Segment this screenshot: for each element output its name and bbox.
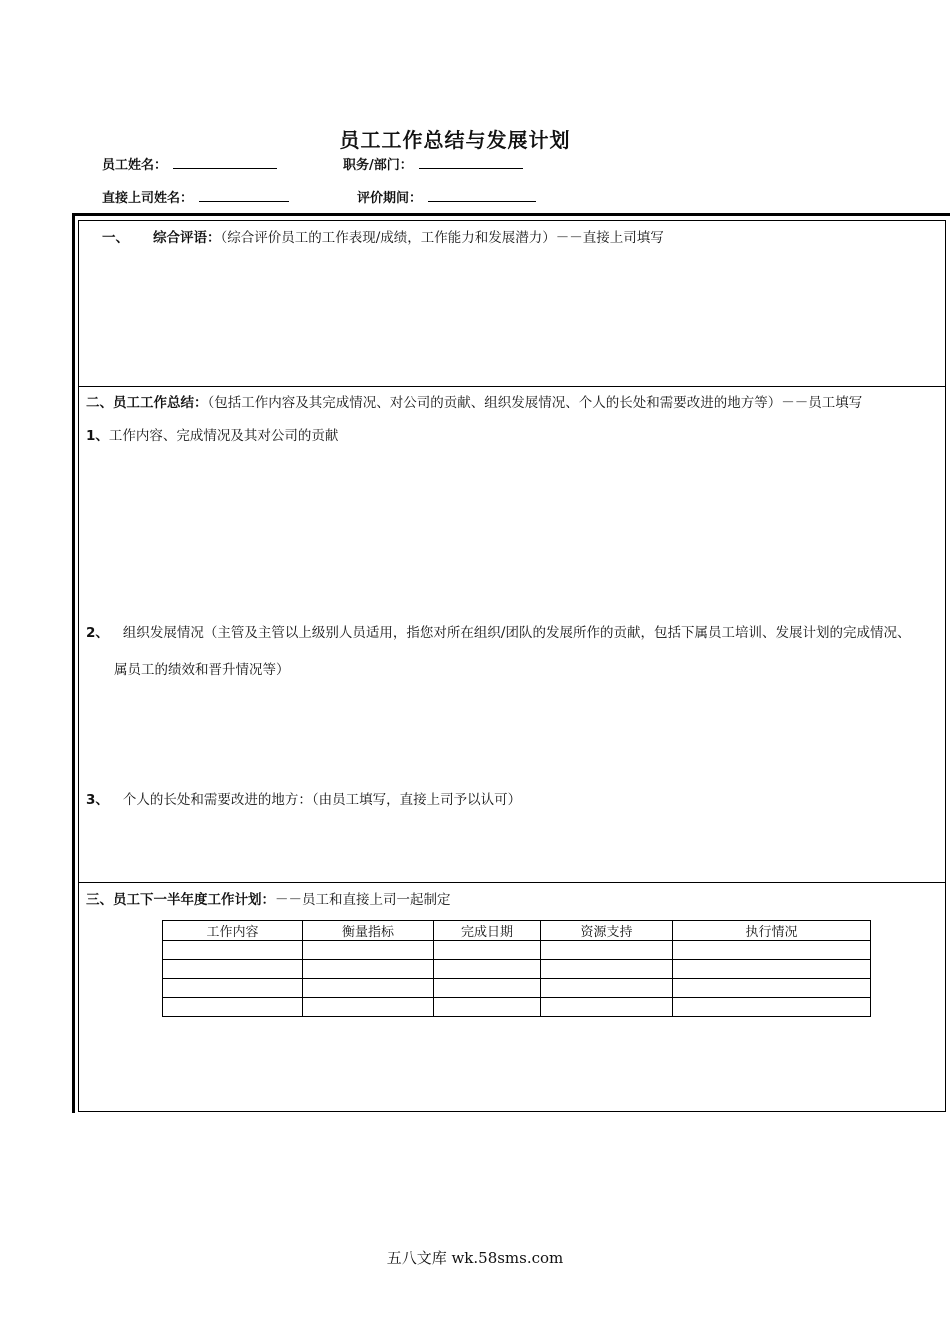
employee-name-input[interactable] (173, 156, 277, 169)
table-cell[interactable] (303, 979, 434, 998)
section1-divider (78, 386, 946, 387)
page-title: 员工工作总结与发展计划 (339, 128, 571, 152)
table-cell[interactable] (541, 960, 673, 979)
column-header-metrics: 衡量指标 (303, 921, 434, 941)
table-row (163, 941, 871, 960)
table-cell[interactable] (673, 998, 871, 1017)
table-cell[interactable] (434, 998, 541, 1017)
section1-note: （综合评价员工的工作表现/成绩，工作能力和发展潜力）－－直接上司填写 (220, 230, 664, 246)
item3-number: 3、 (86, 792, 109, 808)
item2-text-line1: 组织发展情况（主管及主管以上级别人员适用，指您对所在组织/团队的发展所作的贡献，包括下属员工培训、发展计划的完成情况、 (122, 625, 911, 641)
table-cell[interactable] (163, 998, 303, 1017)
footer-watermark: 五八文库 wk.58sms.com (386, 1249, 564, 1267)
table-cell[interactable] (163, 979, 303, 998)
period-field (357, 187, 536, 206)
section2-note: （包括工作内容及其完成情况、对公司的贡献、组织发展情况、个人的长处和需要改进的地方等）－－员工填写 (207, 395, 863, 411)
table-cell[interactable] (434, 979, 541, 998)
section3-heading: 三、员工下一半年度工作计划： (86, 892, 275, 908)
table-cell[interactable] (673, 941, 871, 960)
table-cell[interactable] (541, 979, 673, 998)
table-cell[interactable] (434, 960, 541, 979)
table-cell[interactable] (303, 941, 434, 960)
table-cell[interactable] (303, 960, 434, 979)
section2-item1 (86, 424, 338, 444)
table-row (163, 979, 871, 998)
section1-input-area[interactable] (86, 248, 936, 380)
table-cell[interactable] (541, 998, 673, 1017)
section3-header (86, 888, 451, 908)
table-cell[interactable] (163, 960, 303, 979)
item2-text-line2: 属员工的绩效和晋升情况等） (114, 662, 290, 678)
item1-input-area[interactable] (86, 446, 936, 606)
position-input[interactable] (419, 156, 523, 169)
table-cell[interactable] (303, 998, 434, 1017)
table-cell[interactable] (673, 960, 871, 979)
table-cell[interactable] (541, 941, 673, 960)
section2-item3 (86, 788, 521, 808)
section1-header (102, 226, 664, 246)
position-field (343, 154, 523, 173)
section3-note: －－员工和直接上司一起制定 (275, 892, 451, 908)
work-plan-table (162, 920, 871, 1017)
column-header-execution-status: 执行情况 (673, 921, 871, 941)
supervisor-name-label: 直接上司姓名： (102, 191, 194, 206)
position-label: 职务/部门： (343, 158, 413, 173)
item1-number: 1、 (86, 428, 109, 444)
column-header-completion-date: 完成日期 (434, 921, 541, 941)
table-row (163, 960, 871, 979)
period-label: 评价期间： (357, 191, 423, 206)
column-header-resource-support: 资源支持 (541, 921, 673, 941)
section2-header (86, 391, 862, 411)
table-cell[interactable] (673, 979, 871, 998)
table-header-row (163, 921, 871, 941)
table-cell[interactable] (163, 941, 303, 960)
section2-item2 (86, 621, 910, 641)
column-header-work-content: 工作内容 (163, 921, 303, 941)
supervisor-name-input[interactable] (199, 189, 289, 202)
item1-text: 工作内容、完成情况及其对公司的贡献 (108, 428, 339, 444)
employee-name-label: 员工姓名： (102, 158, 168, 173)
item3-input-area[interactable] (86, 810, 936, 876)
section2-heading: 二、员工工作总结： (86, 395, 208, 411)
section1-heading: 综合评语： (153, 230, 221, 246)
period-input[interactable] (428, 189, 536, 202)
section1-number: 一、 (102, 230, 129, 246)
table-cell[interactable] (434, 941, 541, 960)
item2-input-area[interactable] (86, 682, 936, 782)
section2-divider (78, 882, 946, 883)
item2-number: 2、 (86, 625, 109, 641)
supervisor-name-field (102, 187, 289, 206)
employee-name-field (102, 154, 277, 173)
table-row (163, 998, 871, 1017)
item3-text: 个人的长处和需要改进的地方：（由员工填写，直接上司予以认可） (122, 792, 522, 808)
